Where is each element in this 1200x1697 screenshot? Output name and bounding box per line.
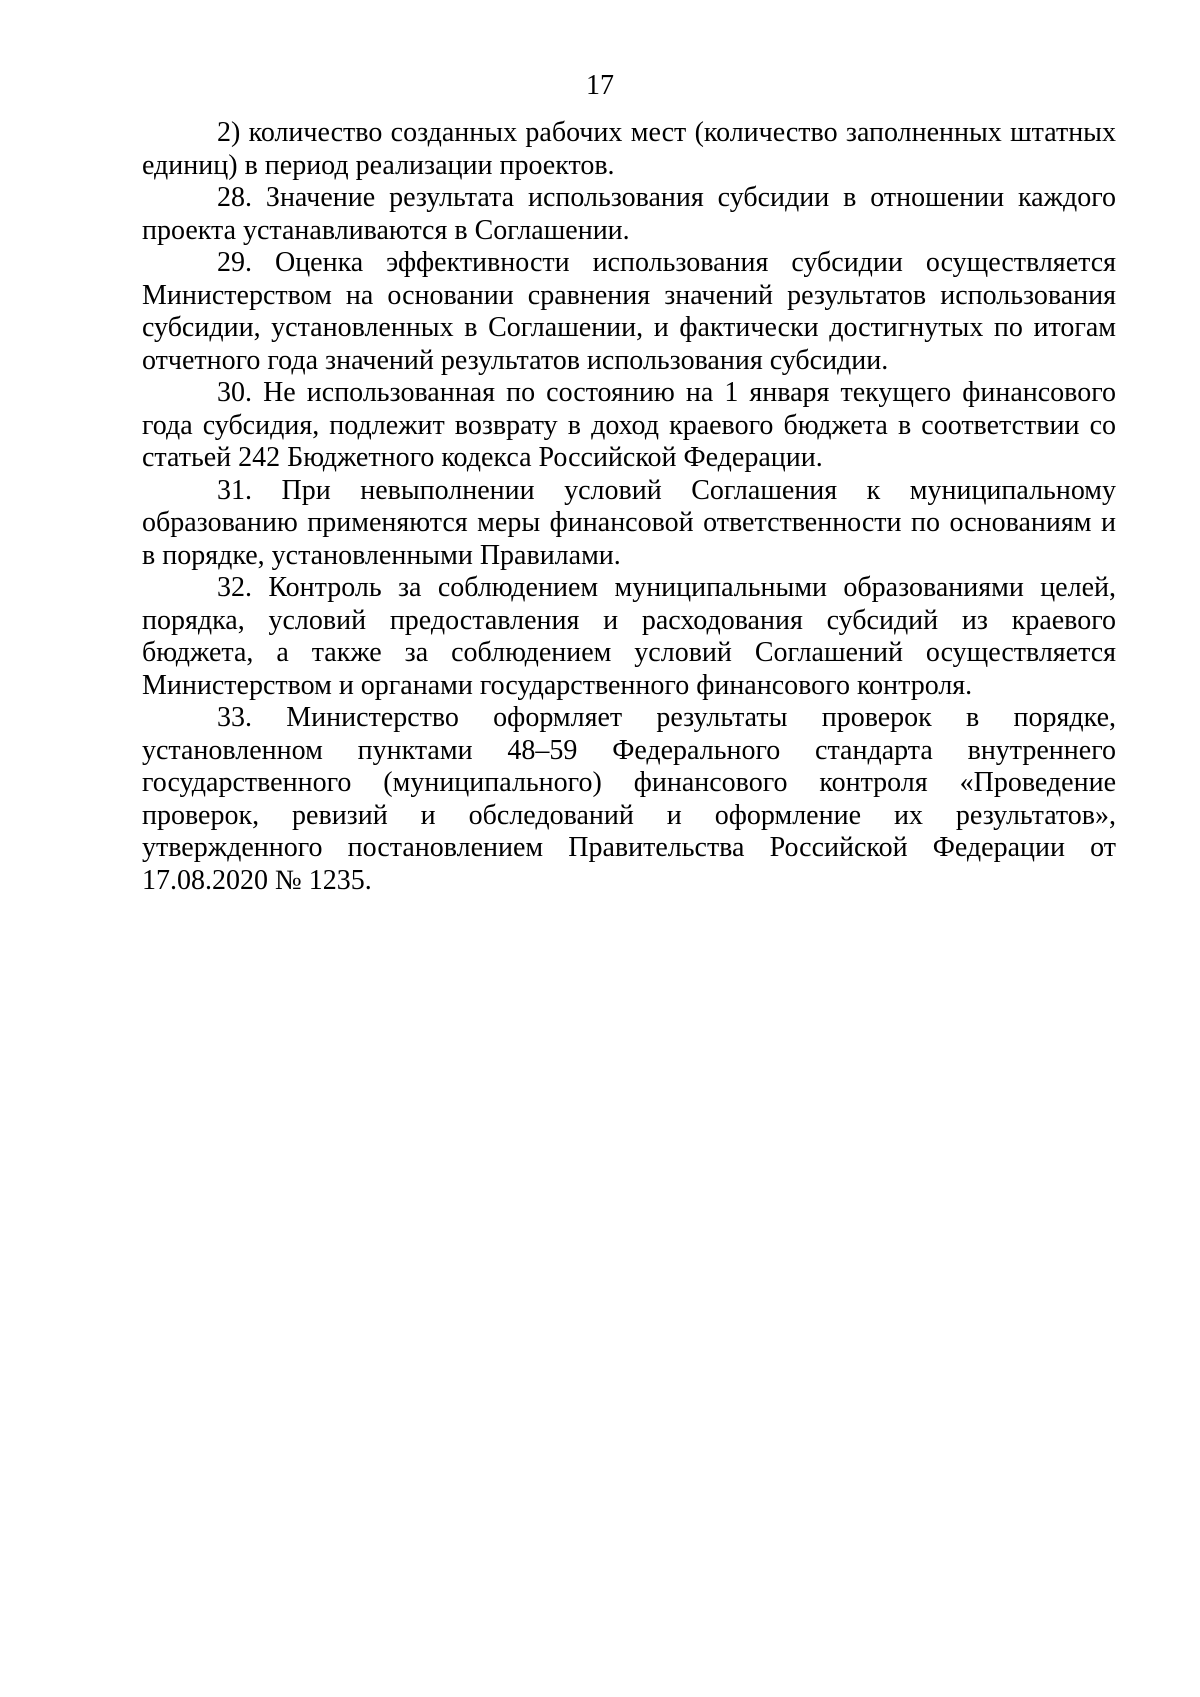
paragraph-32 <box>142 572 1116 702</box>
paragraph-29 <box>142 247 1116 377</box>
paragraph-33 <box>142 702 1116 897</box>
paragraph-number: 31. <box>217 474 252 506</box>
paragraph-31 <box>142 475 1116 573</box>
page-number: 17 <box>586 70 614 101</box>
paragraph-text: Контроль за соблюдением муниципальными образованиями целей, порядка, условий предоставления и расходования субсидий из краевого бюджета, а также за соблюдением условий Соглашений осуществляется Министерством и органами государственного финансового контроля. <box>142 572 1116 701</box>
paragraph-text: 2) количество созданных рабочих мест (количество заполненных штатных единиц) в период реализации проектов. <box>142 117 1116 181</box>
paragraph-28 <box>142 182 1116 247</box>
paragraph-text: Значение результата использования субсидии в отношении каждого проекта устанавливаются в Соглашении. <box>142 182 1116 246</box>
paragraph-number: 28. <box>217 182 252 213</box>
paragraph-number: 29. <box>217 247 252 278</box>
paragraph-item-2 <box>142 117 1116 182</box>
paragraph-text: Министерство оформляет результаты проверок в порядке, установленном пунктами 48–59 Федерального стандарта внутреннего государственного (муниципального) финансового контроля «Проведение проверок, ревизий и обследований и оформление их результатов», утвержденного постановлением Правительства Российской Федерации от 17.08.2020 № 1235. <box>142 702 1116 896</box>
paragraph-number: 32. <box>217 572 252 603</box>
paragraph-30 <box>142 377 1116 475</box>
paragraph-text: При невыполнении условий Соглашения к муниципальному образованию применяются меры финансовой ответственности по основаниям и в порядке, установленными Правилами. <box>142 474 1116 571</box>
paragraph-text: Не использованная по состоянию на 1 января текущего финансового года субсидия, подлежит возврату в доход краевого бюджета в соответствии со статьей 242 Бюджетного кодекса Российской Федерации. <box>142 377 1116 473</box>
paragraph-number: 33. <box>217 702 252 733</box>
document-body <box>142 117 1116 897</box>
paragraph-text: Оценка эффективности использования субсидии осуществляется Министерством на основании сравнения значений результатов использования субсидии, установленных в Соглашении, и фактически достигнутых по итогам отчетного года значений результатов использования субсидии. <box>142 247 1116 376</box>
paragraph-number: 30. <box>217 377 252 408</box>
